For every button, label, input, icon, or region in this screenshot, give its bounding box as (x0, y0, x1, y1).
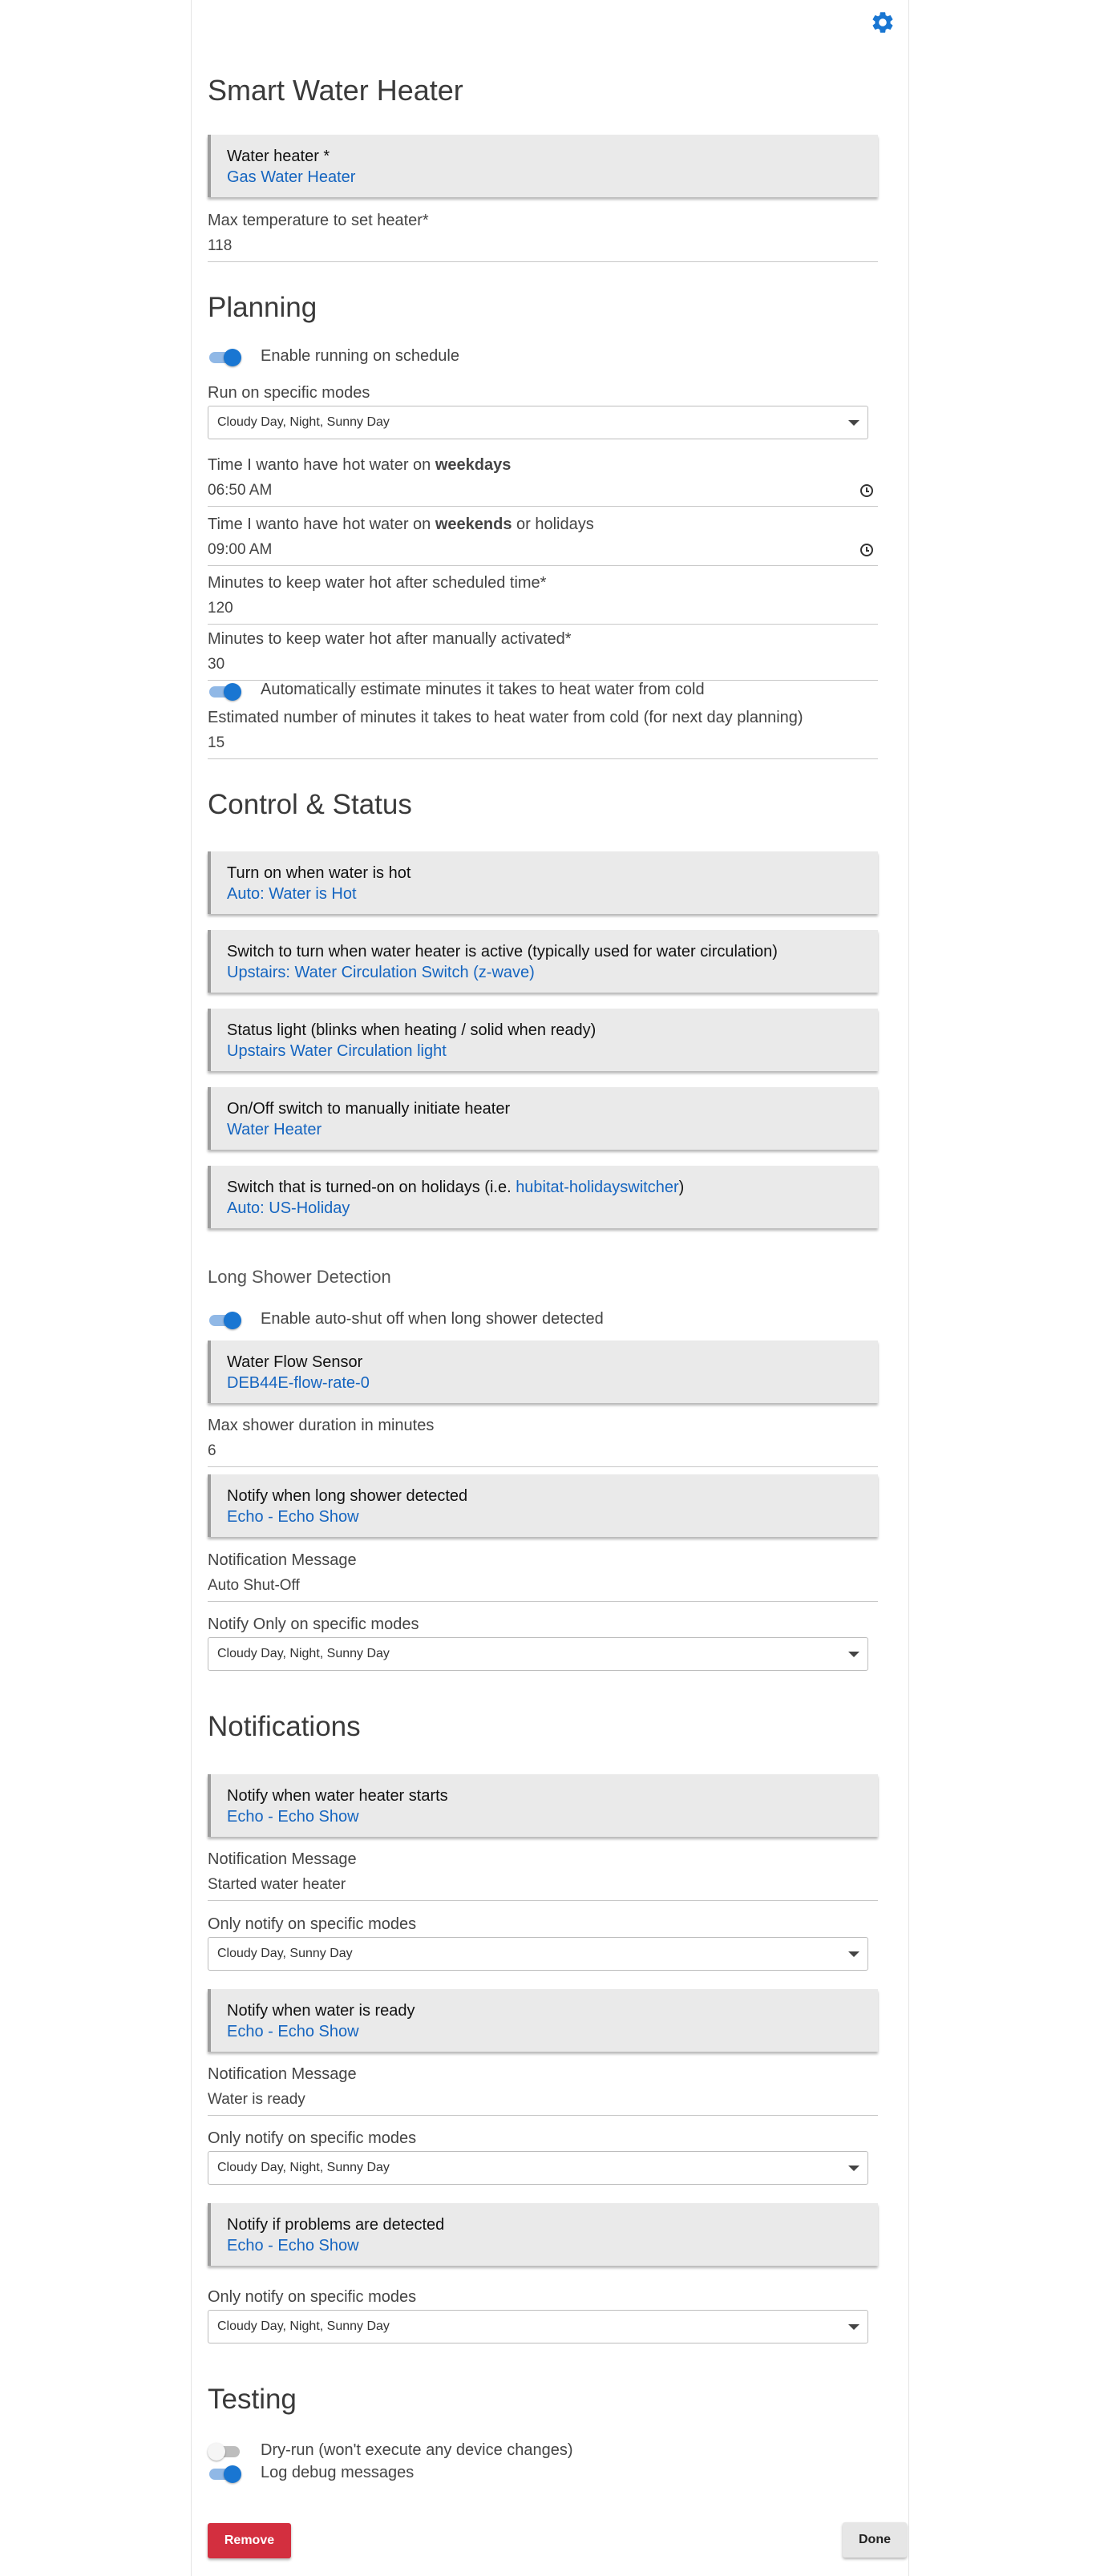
page-title: Smart Water Heater (208, 74, 463, 107)
run-modes-select[interactable] (208, 406, 868, 439)
auto-estimate-toggle[interactable] (208, 683, 241, 701)
water-ready-notify-value: Echo - Echo Show (227, 2023, 359, 2040)
schedule-toggle[interactable] (208, 349, 241, 366)
circulation-switch-selector[interactable] (208, 930, 878, 993)
chevron-down-icon (848, 420, 859, 426)
ready-message-field[interactable] (208, 2064, 878, 2116)
run-modes-field (208, 382, 878, 403)
water-ready-notify-selector[interactable] (208, 1989, 878, 2052)
long-shower-notify-label: Notify when long shower detected (227, 1487, 468, 1505)
circulation-switch-label: Switch to turn when water heater is active (typically used for water circulation) (227, 943, 778, 960)
problems-modes-value: Cloudy Day, Night, Sunny Day (217, 2319, 390, 2333)
debug-log-toggle[interactable] (208, 2465, 241, 2483)
holiday-switch-value: Auto: US-Holiday (227, 1199, 350, 1217)
weekdays-time-input[interactable]: 06:50 AM (208, 480, 878, 507)
dry-run-label: Dry-run (won't execute any device changes) (261, 2441, 573, 2459)
estimated-minutes-label: Estimated number of minutes it takes to heat water from cold (for next day planning) (208, 709, 803, 726)
keep-hot-manual-field[interactable] (208, 629, 878, 681)
keep-hot-scheduled-input[interactable]: 120 (208, 598, 878, 625)
weekends-time-input[interactable]: 09:00 AM (208, 540, 878, 566)
manual-switch-selector[interactable] (208, 1087, 878, 1150)
flow-sensor-label: Water Flow Sensor (227, 1353, 363, 1371)
max-shower-duration-label: Max shower duration in minutes (208, 1417, 435, 1434)
flow-sensor-value: DEB44E-flow-rate-0 (227, 1374, 370, 1392)
turn-on-hot-value: Auto: Water is Hot (227, 885, 357, 903)
estimated-minutes-field[interactable] (208, 707, 878, 759)
ready-modes-select[interactable] (208, 2151, 868, 2185)
problems-notify-selector[interactable] (208, 2203, 878, 2266)
max-shower-duration-input[interactable]: 6 (208, 1441, 878, 1467)
problems-notify-value: Echo - Echo Show (227, 2237, 359, 2255)
long-shower-message-field[interactable] (208, 1550, 878, 1602)
long-shower-notify-selector[interactable] (208, 1474, 878, 1537)
ready-modes-label: Only notify on specific modes (208, 2129, 417, 2147)
starts-modes-value: Cloudy Day, Sunny Day (217, 1947, 353, 1960)
run-modes-value: Cloudy Day, Night, Sunny Day (217, 415, 390, 429)
notifications-heading: Notifications (208, 1711, 361, 1742)
holiday-switch-label: Switch that is turned-on on holidays (i.e. hubitat-holidayswitcher) (227, 1179, 685, 1196)
holiday-switch-selector[interactable] (208, 1166, 878, 1228)
starts-message-label: Notification Message (208, 1850, 357, 1868)
auto-shutoff-label: Enable auto-shut off when long shower detected (261, 1310, 604, 1328)
run-modes-label: Run on specific modes (208, 384, 370, 402)
long-shower-message-label: Notification Message (208, 1551, 357, 1569)
weekdays-time-field[interactable] (208, 455, 878, 507)
dry-run-toggle[interactable] (208, 2443, 241, 2461)
long-shower-notify-value: Echo - Echo Show (227, 1508, 359, 1526)
remove-button[interactable]: Remove (208, 2523, 291, 2558)
heater-starts-notify-label: Notify when water heater starts (227, 1787, 448, 1805)
heater-starts-notify-value: Echo - Echo Show (227, 1808, 359, 1826)
ready-message-input[interactable]: Water is ready (208, 2089, 878, 2116)
long-shower-modes-field (208, 1614, 878, 1635)
manual-switch-label: On/Off switch to manually initiate heater (227, 1100, 511, 1118)
keep-hot-manual-input[interactable]: 30 (208, 654, 878, 681)
max-temperature-field[interactable] (208, 210, 878, 262)
water-ready-notify-label: Notify when water is ready (227, 2002, 415, 2020)
problems-modes-label: Only notify on specific modes (208, 2288, 417, 2306)
done-button[interactable]: Done (843, 2522, 907, 2558)
starts-modes-field (208, 1914, 878, 1935)
starts-message-field[interactable] (208, 1849, 878, 1901)
app-page (191, 0, 909, 2576)
planning-heading: Planning (208, 292, 317, 323)
max-shower-duration-field[interactable] (208, 1415, 878, 1467)
starts-message-input[interactable]: Started water heater (208, 1874, 878, 1901)
starts-modes-label: Only notify on specific modes (208, 1915, 417, 1933)
chevron-down-icon (848, 1652, 859, 1657)
long-shower-modes-value: Cloudy Day, Night, Sunny Day (217, 1647, 390, 1660)
manual-switch-value: Water Heater (227, 1121, 322, 1138)
keep-hot-scheduled-label: Minutes to keep water hot after scheduled time* (208, 574, 547, 592)
max-temperature-label: Max temperature to set heater* (208, 212, 429, 229)
problems-modes-select[interactable] (208, 2310, 868, 2343)
long-shower-modes-label: Notify Only on specific modes (208, 1616, 419, 1633)
long-shower-message-input[interactable]: Auto Shut-Off (208, 1575, 878, 1602)
ready-modes-value: Cloudy Day, Night, Sunny Day (217, 2161, 390, 2174)
status-light-value: Upstairs Water Circulation light (227, 1042, 447, 1060)
long-shower-modes-select[interactable] (208, 1637, 868, 1671)
keep-hot-manual-label: Minutes to keep water hot after manually activated* (208, 630, 572, 648)
max-temperature-input[interactable]: 118 (208, 236, 878, 262)
ready-modes-field (208, 2128, 878, 2149)
water-heater-label: Water heater * (227, 148, 330, 165)
schedule-toggle-label: Enable running on schedule (261, 347, 459, 365)
circulation-switch-value: Upstairs: Water Circulation Switch (z-wave) (227, 964, 535, 981)
chevron-down-icon (848, 2324, 859, 2330)
starts-modes-select[interactable] (208, 1937, 868, 1971)
holiday-switcher-link[interactable]: hubitat-holidayswitcher (516, 1179, 679, 1196)
weekends-time-label: Time I wanto have hot water on weekends or holidays (208, 516, 594, 533)
flow-sensor-selector[interactable] (208, 1341, 878, 1403)
weekends-time-field[interactable] (208, 514, 878, 566)
clock-icon[interactable] (860, 484, 873, 497)
turn-on-hot-label: Turn on when water is hot (227, 864, 411, 882)
estimated-minutes-input[interactable]: 15 (208, 733, 878, 759)
long-shower-heading: Long Shower Detection (208, 1267, 391, 1287)
gear-icon[interactable] (870, 10, 896, 35)
water-heater-selector[interactable] (208, 135, 878, 197)
status-light-selector[interactable] (208, 1009, 878, 1071)
clock-icon[interactable] (860, 544, 873, 556)
auto-shutoff-toggle[interactable] (208, 1312, 241, 1329)
problems-notify-label: Notify if problems are detected (227, 2216, 445, 2234)
chevron-down-icon (848, 1951, 859, 1957)
problems-modes-field (208, 2287, 878, 2307)
auto-estimate-label: Automatically estimate minutes it takes to heat water from cold (261, 681, 705, 698)
keep-hot-scheduled-field[interactable] (208, 572, 878, 625)
heater-starts-notify-selector[interactable] (208, 1774, 878, 1837)
water-heater-value: Gas Water Heater (227, 168, 356, 186)
control-status-heading: Control & Status (208, 789, 412, 820)
ready-message-label: Notification Message (208, 2065, 357, 2083)
chevron-down-icon (848, 2166, 859, 2171)
debug-log-label: Log debug messages (261, 2464, 415, 2481)
weekdays-time-label: Time I wanto have hot water on weekdays (208, 456, 512, 474)
testing-heading: Testing (208, 2384, 297, 2415)
status-light-label: Status light (blinks when heating / solid when ready) (227, 1021, 597, 1039)
turn-on-hot-selector[interactable] (208, 851, 878, 914)
